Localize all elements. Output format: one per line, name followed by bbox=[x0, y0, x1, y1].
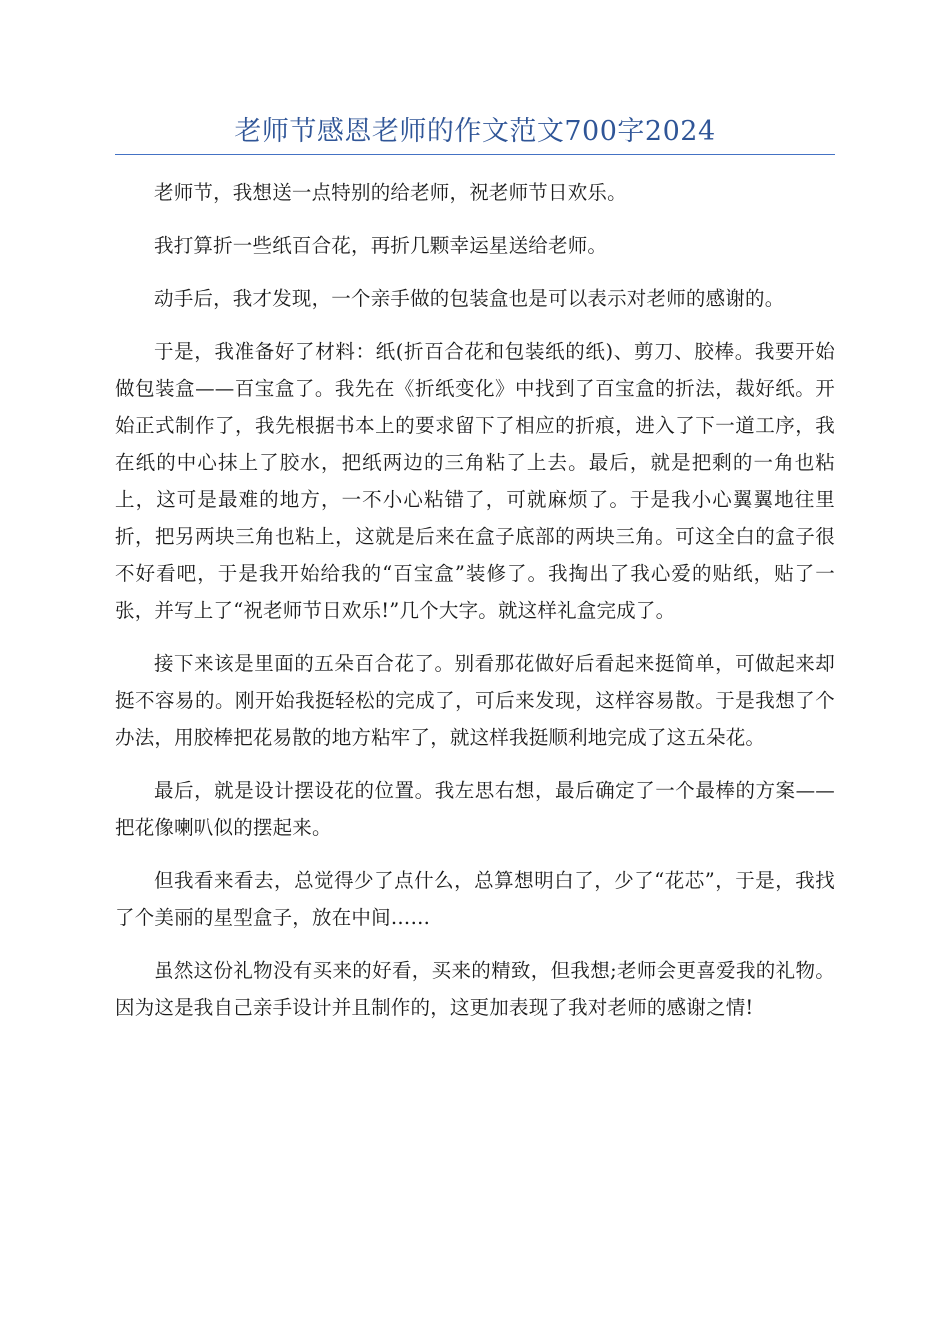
paragraph: 但我看来看去，总觉得少了点什么，总算想明白了，少了“花芯”，于是，我找了个美丽的星型盒子，放在中间…… bbox=[115, 869, 835, 929]
paragraph: 老师节，我想送一点特别的给老师，祝老师节日欢乐。 bbox=[154, 181, 627, 204]
paragraph: 接下来该是里面的五朵百合花了。别看那花做好后看起来挺简单，可做起来却挺不容易的。刚开始我挺轻松的完成了，可后来发现，这样容易散。于是我想了个办法，用胶棒把花易散的地方粘牢了，就这样我挺顺利地完成了这五朵花。 bbox=[115, 652, 835, 749]
paragraph: 我打算折一些纸百合花，再折几颗幸运星送给老师。 bbox=[154, 234, 608, 257]
paragraph: 于是，我准备好了材料：纸(折百合花和包装纸的纸)、剪刀、胶棒。我要开始做包装盒——百宝盒了。我先在《折纸变化》中找到了百宝盒的折法，裁好纸。开始正式制作了，我先根据书本上的要求留下了相应的折痕，进入了下一道工序，我在纸的中心抹上了胶水，把纸两边的三角粘了上去。最后，就是把剩的一角也粘上，这可是最难的地方，一不小心粘错了，可就麻烦了。于是我小心翼翼地往里折，把另两块三角也粘上，这就是后来在盒子底部的两块三角。可这全白的盒子很不好看吧，于是我开始给我的“百宝盒”装修了。我掏出了我心爱的贴纸，贴了一张，并写上了“祝老师节日欢乐!”几个大字。就这样礼盒完成了。 bbox=[115, 340, 835, 622]
paragraph: 动手后，我才发现，一个亲手做的包装盒也是可以表示对老师的感谢的。 bbox=[154, 287, 785, 310]
document-title: 老师节感恩老师的作文范文700字2024 bbox=[234, 116, 716, 147]
paragraph: 最后，就是设计摆设花的位置。我左思右想，最后确定了一个最棒的方案——把花像喇叭似的摆起来。 bbox=[115, 779, 835, 839]
document-body bbox=[115, 174, 835, 1042]
title-underline bbox=[115, 154, 835, 155]
paragraph: 虽然这份礼物没有买来的好看，买来的精致，但我想;老师会更喜爱我的礼物。因为这是我自己亲手设计并且制作的，这更加表现了我对老师的感谢之情! bbox=[115, 959, 835, 1019]
